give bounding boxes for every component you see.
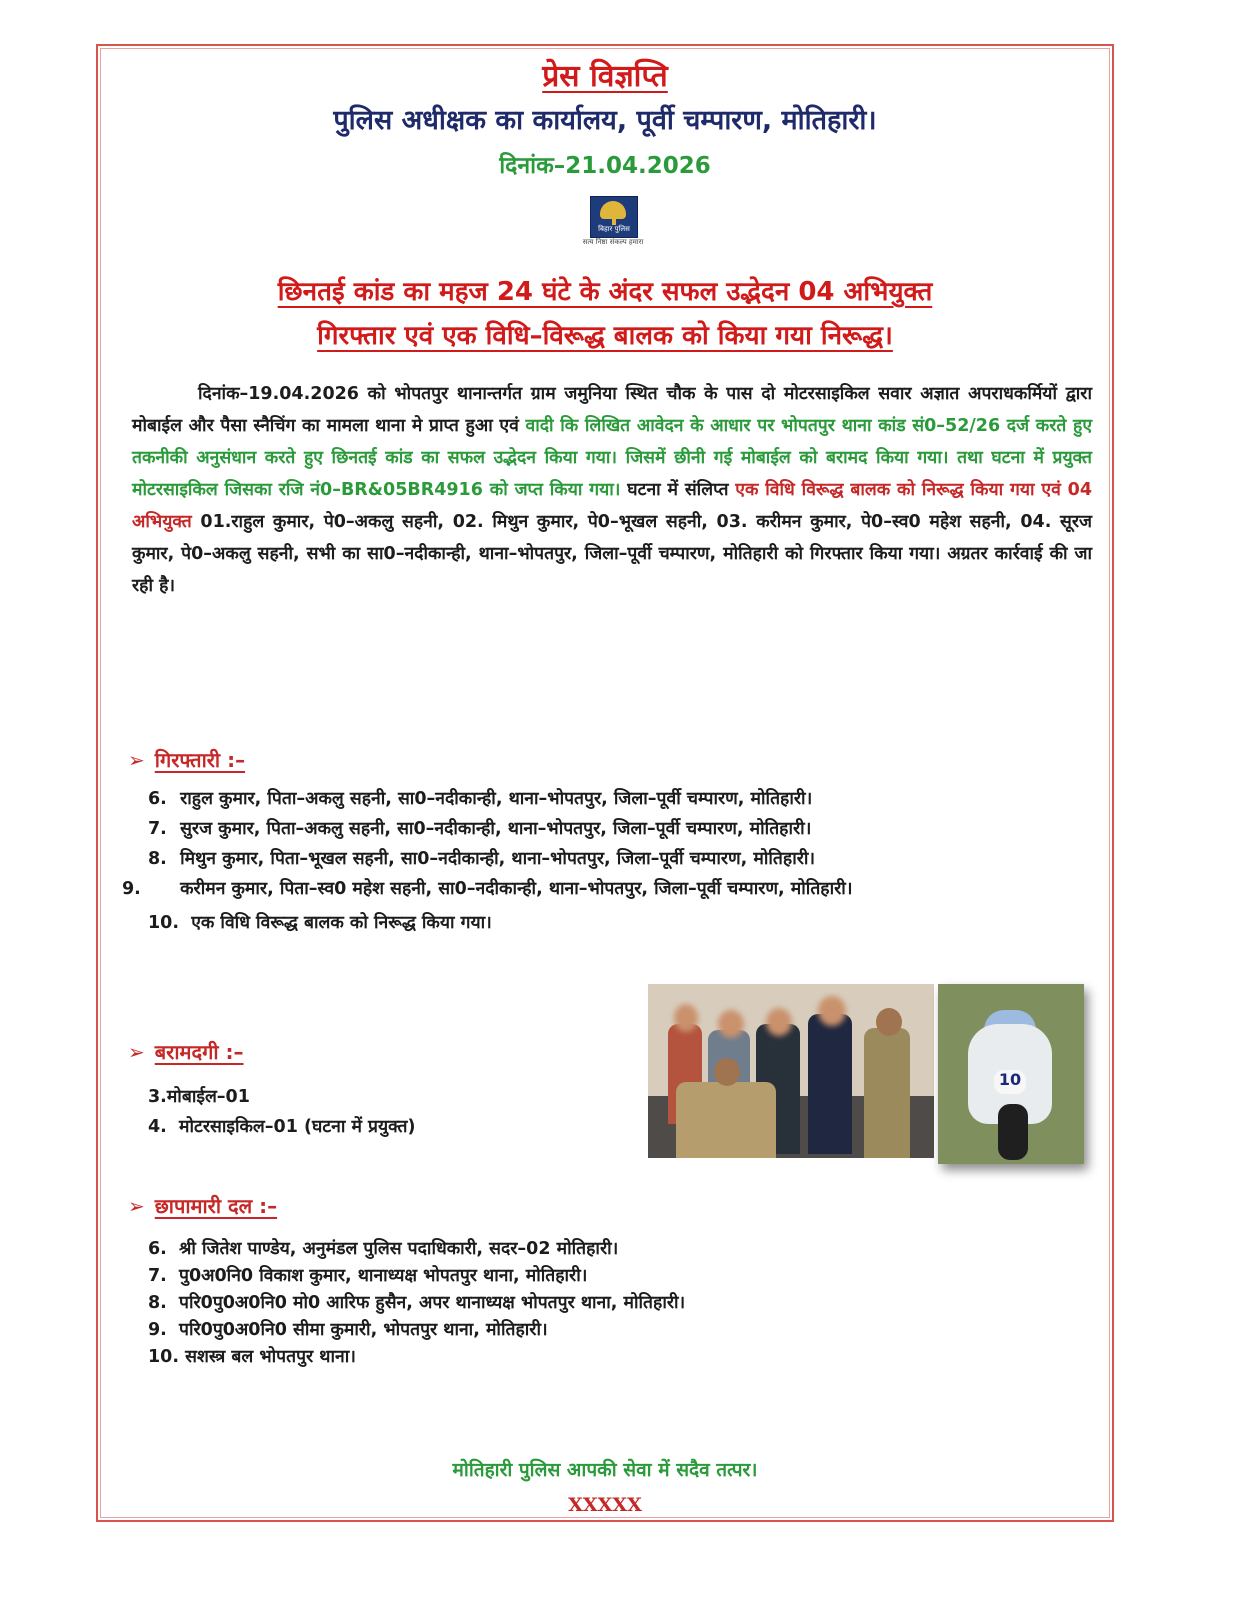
body-paragraph: दिनांक–19.04.2026 को भोपतपुर थानान्तर्गत ग्राम जमुनिया स्थित चौक के पास दो मोटरसाइकिल सवार अज्ञात अपराधकर्मियों द्वारा मोबाईल और पैसा स्नैचिंग का मामला थाना मे प्राप्त हुआ एवं वादी कि लिखित आवेदन के आधार पर भोपतपुर थाना कांड सं0–52/26 दर्ज करते हुए तकनीकी अनुसंधान करते हुए छिनतई कांड का सफल उद्भेदन किया गया। जिसमें छीनी गई मोबाईल को बरामद किया गया। तथा घटना में प्रयुक्त मोटरसाइकिल जिसका रजि नं0–BR&05BR4916 को जप्त किया गया। घटना में संलिप्त एक विधि विरूद्ध बालक को निरूद्ध किया गया एवं 04 अभियुक्त 01.राहुल कुमार, पे0–अकलु सहनी, 02. मिथुन कुमार, पे0–भूखल सहनी, 03. करीमन कुमार, पे0–स्व0 महेश सहनी, 04. सूरज कुमार, पे0–अकलु सहनी, सभी का सा0–नदीकान्ही, थाना–भोपतपुर, जिला–पूर्वी चम्पारण, मोतिहारी को गिरफ्तार किया गया। अग्रतर कार्रवाई की जा रही है। — [132, 384, 1093, 596]
list-item: 6. श्री जितेश पाण्डेय, अनुमंडल पुलिस पदाधिकारी, सदर–02 मोतिहारी। — [148, 1239, 619, 1259]
recovery-list — [148, 1082, 628, 1142]
list-item: 10. सशस्त्र बल भोपतपुर थाना। — [148, 1347, 356, 1367]
list-item: 6. राहुल कुमार, पिता–अकलु सहनी, सा0–नदीकान्ही, थाना–भोपतपुर, जिला–पूर्वी चम्पारण, मोतिहारी। — [148, 789, 813, 809]
list-item: 7. पु0अ0नि0 विकाश कुमार, थानाध्यक्ष भोपतपुर थाना, मोतिहारी। — [148, 1266, 588, 1286]
list-item: 3.मोबाईल–01 — [148, 1087, 250, 1107]
headline-line-1: छिनतई कांड का महज 24 घंटे के अंदर सफल उद्भेदन 04 अभियुक्त — [277, 277, 933, 307]
bihar-police-logo: बिहार पुलिस — [590, 196, 638, 238]
raid-team-section-heading: ➢ छापामारी दल :– — [128, 1194, 278, 1218]
office-name: पुलिस अधीक्षक का कार्यालय, पूर्वी चम्पारण, मोतिहारी। — [333, 105, 877, 136]
end-mark: XXXXX — [568, 1494, 642, 1516]
arrow-icon: ➢ — [128, 748, 145, 772]
logo-motto: सत्य निष्ठा संकल्प हमारा — [582, 238, 644, 246]
recovery-section-heading: ➢ बरामदगी :– — [128, 1040, 244, 1064]
list-item: 4. मोटरसाइकिल–01 (घटना में प्रयुक्त) — [148, 1117, 416, 1137]
arrest-section-heading: ➢ गिरफ्तारी :– — [128, 748, 246, 772]
seized-motorcycle-photo: 10 — [938, 984, 1084, 1164]
arrest-list — [122, 784, 1093, 938]
press-release-title: प्रेस विज्ञप्ति — [542, 59, 668, 94]
raid-team-list — [148, 1236, 948, 1371]
release-date: दिनांक–21.04.2026 — [499, 153, 711, 179]
arrow-icon: ➢ — [128, 1194, 145, 1218]
list-item: 7. सुरज कुमार, पिता–अकलु सहनी, सा0–नदीकान्ही, थाना–भोपतपुर, जिला–पूर्वी चम्पारण, मोतिहारी। — [148, 819, 812, 839]
list-item: 8. मिथुन कुमार, पिता–भूखल सहनी, सा0–नदीकान्ही, थाना–भोपतपुर, जिला–पूर्वी चम्पारण, मोतिहारी। — [148, 849, 816, 869]
list-item: 10. एक विधि विरूद्ध बालक को निरूद्ध किया गया। — [148, 913, 492, 933]
arrested-persons-photo — [648, 984, 934, 1158]
list-item: 9. करीमन कुमार, पिता–स्व0 महेश सहनी, सा0–नदीकान्ही, थाना–भोपतपुर, जिला–पूर्वी चम्पारण, मोतिहारी। — [122, 879, 853, 899]
footer-slogan: मोतिहारी पुलिस आपकी सेवा में सदैव तत्पर। — [452, 1459, 758, 1481]
headline-line-2: गिरफ्तार एवं एक विधि–विरूद्ध बालक को किया गया निरूद्ध। — [317, 321, 893, 351]
arrow-icon: ➢ — [128, 1040, 145, 1064]
list-item: 9. परि0पु0अ0नि0 सीमा कुमारी, भोपतपुर थाना, मोतिहारी। — [148, 1320, 548, 1340]
list-item: 8. परि0पु0अ0नि0 मो0 आरिफ हुसैन, अपर थानाध्यक्ष भोपतपुर थाना, मोतिहारी। — [148, 1293, 686, 1313]
